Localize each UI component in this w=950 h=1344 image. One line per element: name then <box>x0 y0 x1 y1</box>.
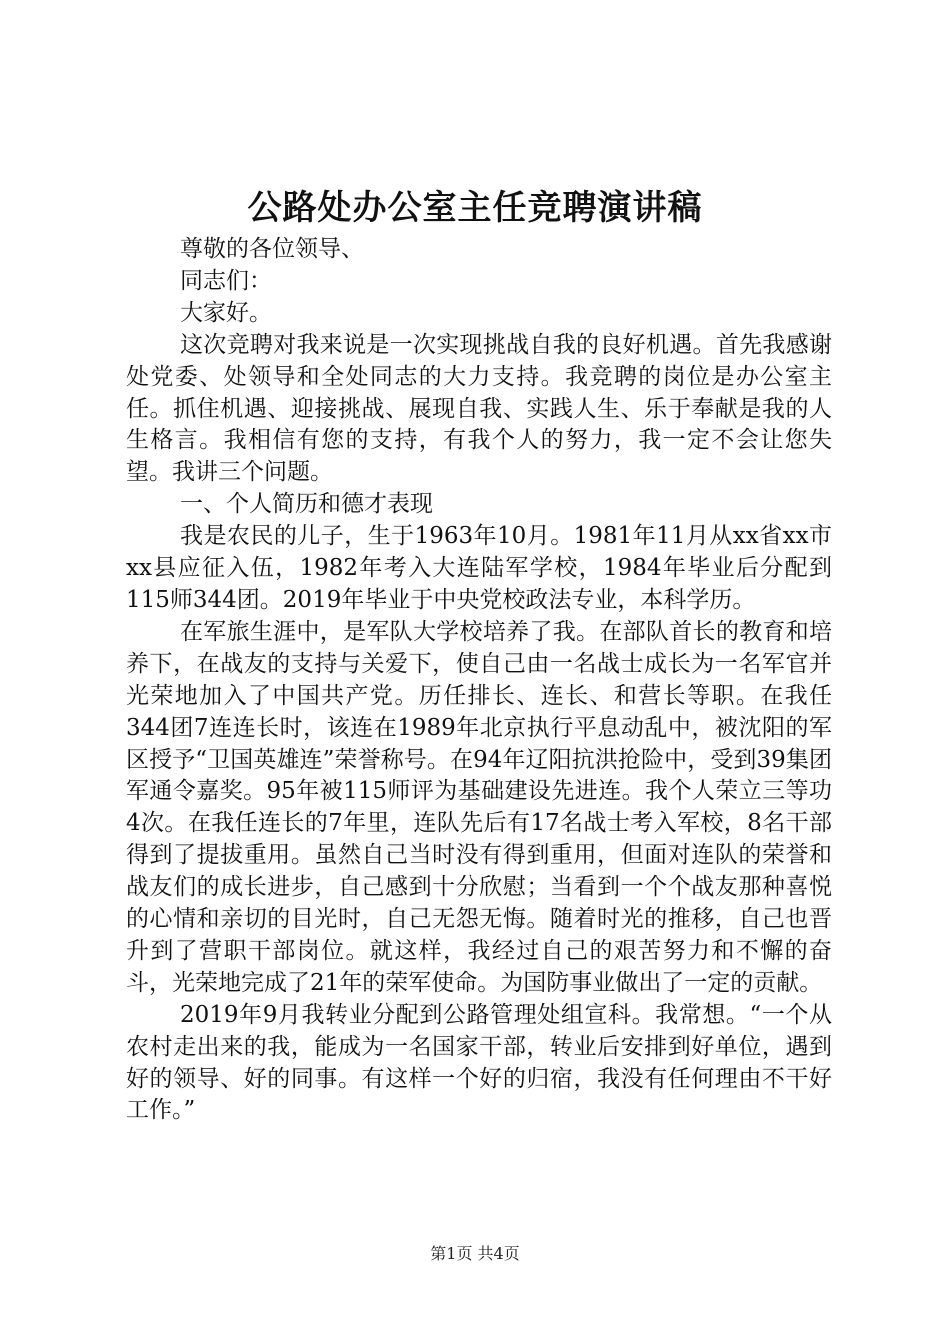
document-title: 公路处办公室主任竞聘演讲稿 <box>247 188 703 228</box>
document-body <box>126 234 832 1127</box>
salutation-line: 大家好。 <box>180 299 272 326</box>
salutation-line: 尊敬的各位领导、 <box>180 236 364 262</box>
paragraph: 2019年9月我转业分配到公路管理处组宣科。我常想。“一个从农村走出来的我，能成为一名国家干部，转业后安排到好单位，遇到好的领导、好的同事。有这样一个好的归宿，我没有任何理由不干好工作。” <box>126 1001 832 1124</box>
paragraph: 在军旅生涯中，是军队大学校培养了我。在部队首长的教育和培养下，在战友的支持与关爱下，使自己由一名战士成长为一名军官并光荣地加入了中国共产党。历任排长、连长、和营长等职。在我任344团7连连长时，该连在1989年北京执行平息动乱中，被沈阳的军区授予“卫国英雄连”荣誉称号。在94年辽阳抗洪抢险中，受到39集团军通令嘉奖。95年被115师评为基础建设先进连。我个人荣立三等功4次。在我任连长的7年里，连队先后有17名战士考入军校，8名干部得到了提拔重用。虽然自己当时没有得到重用，但面对连队的荣誉和战友们的成长进步，自己感到十分欣慰；当看到一个个战友那种喜悦的心情和亲切的目光时，自己无怨无悔。随着时光的推移，自己也晋升到了营职干部岗位。就这样，我经过自己的艰苦努力和不懈的奋斗，光荣地完成了21年的荣军使命。为国防事业做出了一定的贡献。 <box>126 618 832 996</box>
paragraph: 这次竞聘对我来说是一次实现挑战自我的良好机遇。首先我感谢处党委、处领导和全处同志的大力支持。我竞聘的岗位是办公室主任。抓住机遇、迎接挑战、展现自我、实践人生、乐于奉献是我的人生格言。我相信有您的支持，有我个人的努力，我一定不会让您失望。我讲三个问题。 <box>126 331 832 486</box>
page-footer: 第1页 共4页 <box>430 1244 520 1263</box>
section-heading: 一、个人简历和德才表现 <box>180 491 433 518</box>
salutation-line: 同志们： <box>180 267 272 294</box>
paragraph: 我是农民的儿子，生于1963年10月。1981年11月从xx省xx市xx县应征入伍，1982年考入大连陆军学校，1984年毕业后分配到115师344团。2019年毕业于中央党校政法专业，本科学历。 <box>126 523 832 613</box>
